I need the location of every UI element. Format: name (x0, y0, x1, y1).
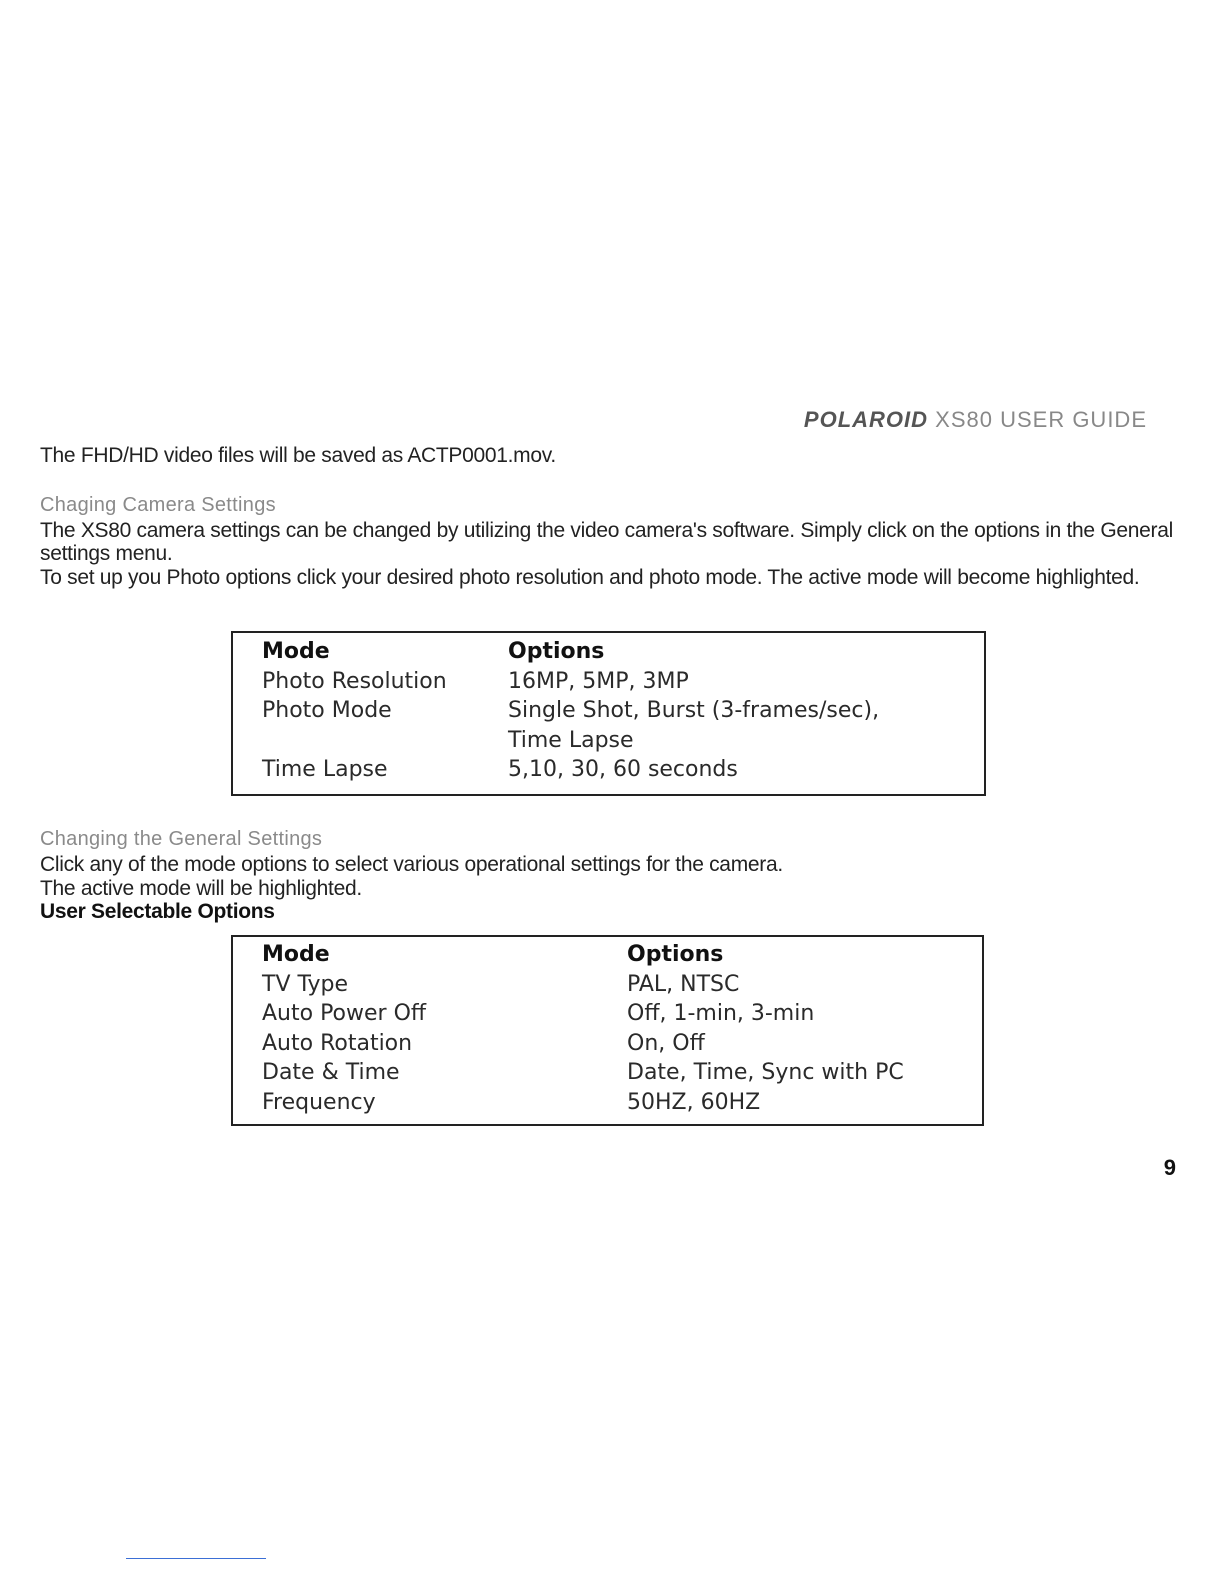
row-mode: Photo Resolution (262, 668, 447, 694)
guide-title: XS80 USER GUIDE (935, 407, 1147, 432)
row-options: 50HZ, 60HZ (627, 1089, 761, 1115)
header-mode: Mode (262, 639, 330, 664)
table-row (233, 970, 982, 1000)
row-options: 16MP, 5MP, 3MP (508, 668, 689, 694)
table-row (233, 999, 982, 1029)
row-options: On, Off (627, 1030, 705, 1056)
table-row (233, 667, 984, 697)
camera-settings-heading: Chaging Camera Settings (40, 494, 276, 516)
row-mode: Photo Mode (262, 698, 392, 724)
general-settings-paragraph-1: Click any of the mode options to select various operational settings for the camera. (40, 853, 783, 876)
row-mode: Frequency (262, 1089, 376, 1115)
table-header-row (233, 637, 984, 667)
camera-settings-paragraph-2: To set up you Photo options click your desired photo resolution and photo mode. The active mode will become highlighted. (40, 566, 1140, 589)
general-settings-heading: Changing the General Settings (40, 828, 323, 850)
row-options: Off, 1-min, 3-min (627, 1001, 815, 1027)
page-number: 9 (1163, 1155, 1176, 1180)
row-mode: Auto Rotation (262, 1030, 413, 1056)
row-options: Single Shot, Burst (3-frames/sec), Time Lapse (508, 698, 880, 753)
row-mode: Date & Time (262, 1060, 400, 1086)
header-options: Options (508, 639, 605, 664)
general-options-table (231, 935, 984, 1126)
table-row (233, 755, 984, 785)
document-header (804, 407, 1147, 433)
row-options: 5,10, 30, 60 seconds (508, 757, 738, 783)
footer-rule (126, 1558, 266, 1559)
general-settings-paragraph-2: The active mode will be highlighted. (40, 877, 362, 900)
row-mode: TV Type (262, 971, 349, 997)
row-mode: Auto Power Off (262, 1001, 427, 1027)
row-mode: Time Lapse (262, 757, 388, 783)
table-row (233, 696, 984, 755)
row-options: PAL, NTSC (627, 971, 740, 997)
intro-text: The FHD/HD video files will be saved as ACTP0001.mov. (40, 444, 556, 467)
table-row (233, 1088, 982, 1118)
photo-options-table (231, 631, 986, 796)
header-options: Options (627, 942, 724, 967)
row-options: Date, Time, Sync with PC (627, 1060, 904, 1086)
brand-name: POLAROID (803, 407, 929, 432)
user-selectable-options-heading: User Selectable Options (40, 900, 275, 923)
table-row (233, 1029, 982, 1059)
camera-settings-paragraph-1: The XS80 camera settings can be changed by utilizing the video camera's software. Simply click on the options in the General settings menu. (40, 519, 1173, 565)
header-mode: Mode (262, 942, 330, 967)
table-header-row (233, 940, 982, 970)
table-row (233, 1058, 982, 1088)
